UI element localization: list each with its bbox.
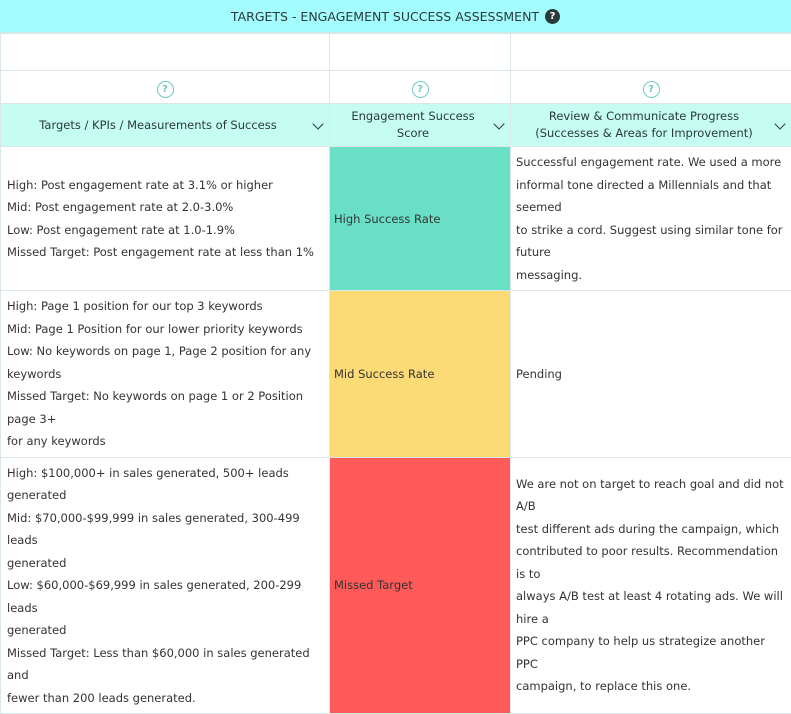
target-line: Low: No keywords on page 1, Page 2 position for any (7, 340, 323, 363)
table-row (1, 147, 791, 291)
score-cell[interactable] (330, 457, 511, 714)
header-row (1, 104, 791, 147)
target-line: Missed Target: No keywords on page 1 or 2 Position page 3+ (7, 385, 323, 430)
score-label: Missed Target (334, 578, 413, 592)
target-line: Missed Target: Less than $60,000 in sales generated and (7, 642, 323, 687)
target-line: Mid: Post engagement rate at 2.0-3.0% (7, 196, 323, 219)
help-cell (330, 71, 511, 104)
help-icon[interactable]: ? (643, 81, 660, 98)
review-line: always A/B test at least 4 rotating ads. We will hire a (516, 585, 786, 630)
target-line: Low: Post engagement rate at 1.0-1.9% (7, 219, 323, 242)
page-title: TARGETS - ENGAGEMENT SUCCESS ASSESSMENT (231, 9, 539, 24)
assessment-table (0, 33, 791, 714)
review-line: contributed to poor results. Recommendation is to (516, 540, 786, 585)
blank-cell (511, 34, 791, 71)
targets-cell[interactable] (1, 147, 330, 291)
target-line: generated (7, 552, 323, 575)
blank-cell (1, 34, 330, 71)
column-header-targets[interactable] (1, 104, 330, 147)
help-row (1, 71, 791, 104)
title-bar (0, 0, 791, 33)
table-row (1, 291, 791, 458)
blank-cell (330, 34, 511, 71)
targets-cell[interactable] (1, 291, 330, 458)
column-header-label: Review & Communicate Progress (Successes & Areas for Improvement) (511, 108, 791, 142)
help-icon[interactable]: ? (412, 81, 429, 98)
review-line: campaign, to replace this one. (516, 675, 786, 698)
score-cell[interactable] (330, 147, 511, 291)
column-header-score[interactable] (330, 104, 511, 147)
target-line: Mid: Page 1 Position for our lower priority keywords (7, 318, 323, 341)
target-line: High: Post engagement rate at 3.1% or higher (7, 174, 323, 197)
review-line: Pending (516, 363, 786, 386)
target-line: generated (7, 619, 323, 642)
review-line: messaging. (516, 264, 786, 287)
target-line: High: $100,000+ in sales generated, 500+ leads generated (7, 462, 323, 507)
target-line: keywords (7, 363, 323, 386)
target-line: High: Page 1 position for our top 3 keywords (7, 295, 323, 318)
review-line: test different ads during the campaign, which (516, 518, 786, 541)
review-line: to strike a cord. Suggest using similar tone for future (516, 219, 786, 264)
help-cell (1, 71, 330, 104)
review-cell[interactable] (511, 291, 791, 458)
review-line: Successful engagement rate. We used a more (516, 151, 786, 174)
review-cell[interactable] (511, 147, 791, 291)
review-cell[interactable] (511, 457, 791, 714)
score-label: High Success Rate (334, 212, 440, 226)
help-icon[interactable]: ? (545, 9, 560, 24)
column-header-label: Engagement Success Score (330, 108, 510, 142)
score-cell[interactable] (330, 291, 511, 458)
target-line: fewer than 200 leads generated. (7, 687, 323, 710)
target-line: Missed Target: Post engagement rate at less than 1% (7, 241, 323, 264)
blank-row (1, 34, 791, 71)
column-header-label: Targets / KPIs / Measurements of Success (1, 117, 329, 134)
score-label: Mid Success Rate (334, 367, 434, 381)
target-line: Mid: $70,000-$99,999 in sales generated, 300-499 leads (7, 507, 323, 552)
target-line: Low: $60,000-$69,999 in sales generated, 200-299 leads (7, 574, 323, 619)
column-header-review[interactable] (511, 104, 791, 147)
review-line: We are not on target to reach goal and did not A/B (516, 473, 786, 518)
help-icon[interactable]: ? (157, 81, 174, 98)
target-line: for any keywords (7, 430, 323, 453)
help-cell (511, 71, 791, 104)
table-row (1, 457, 791, 714)
review-line: informal tone directed a Millennials and that seemed (516, 174, 786, 219)
review-line: PPC company to help us strategize another PPC (516, 630, 786, 675)
targets-cell[interactable] (1, 457, 330, 714)
